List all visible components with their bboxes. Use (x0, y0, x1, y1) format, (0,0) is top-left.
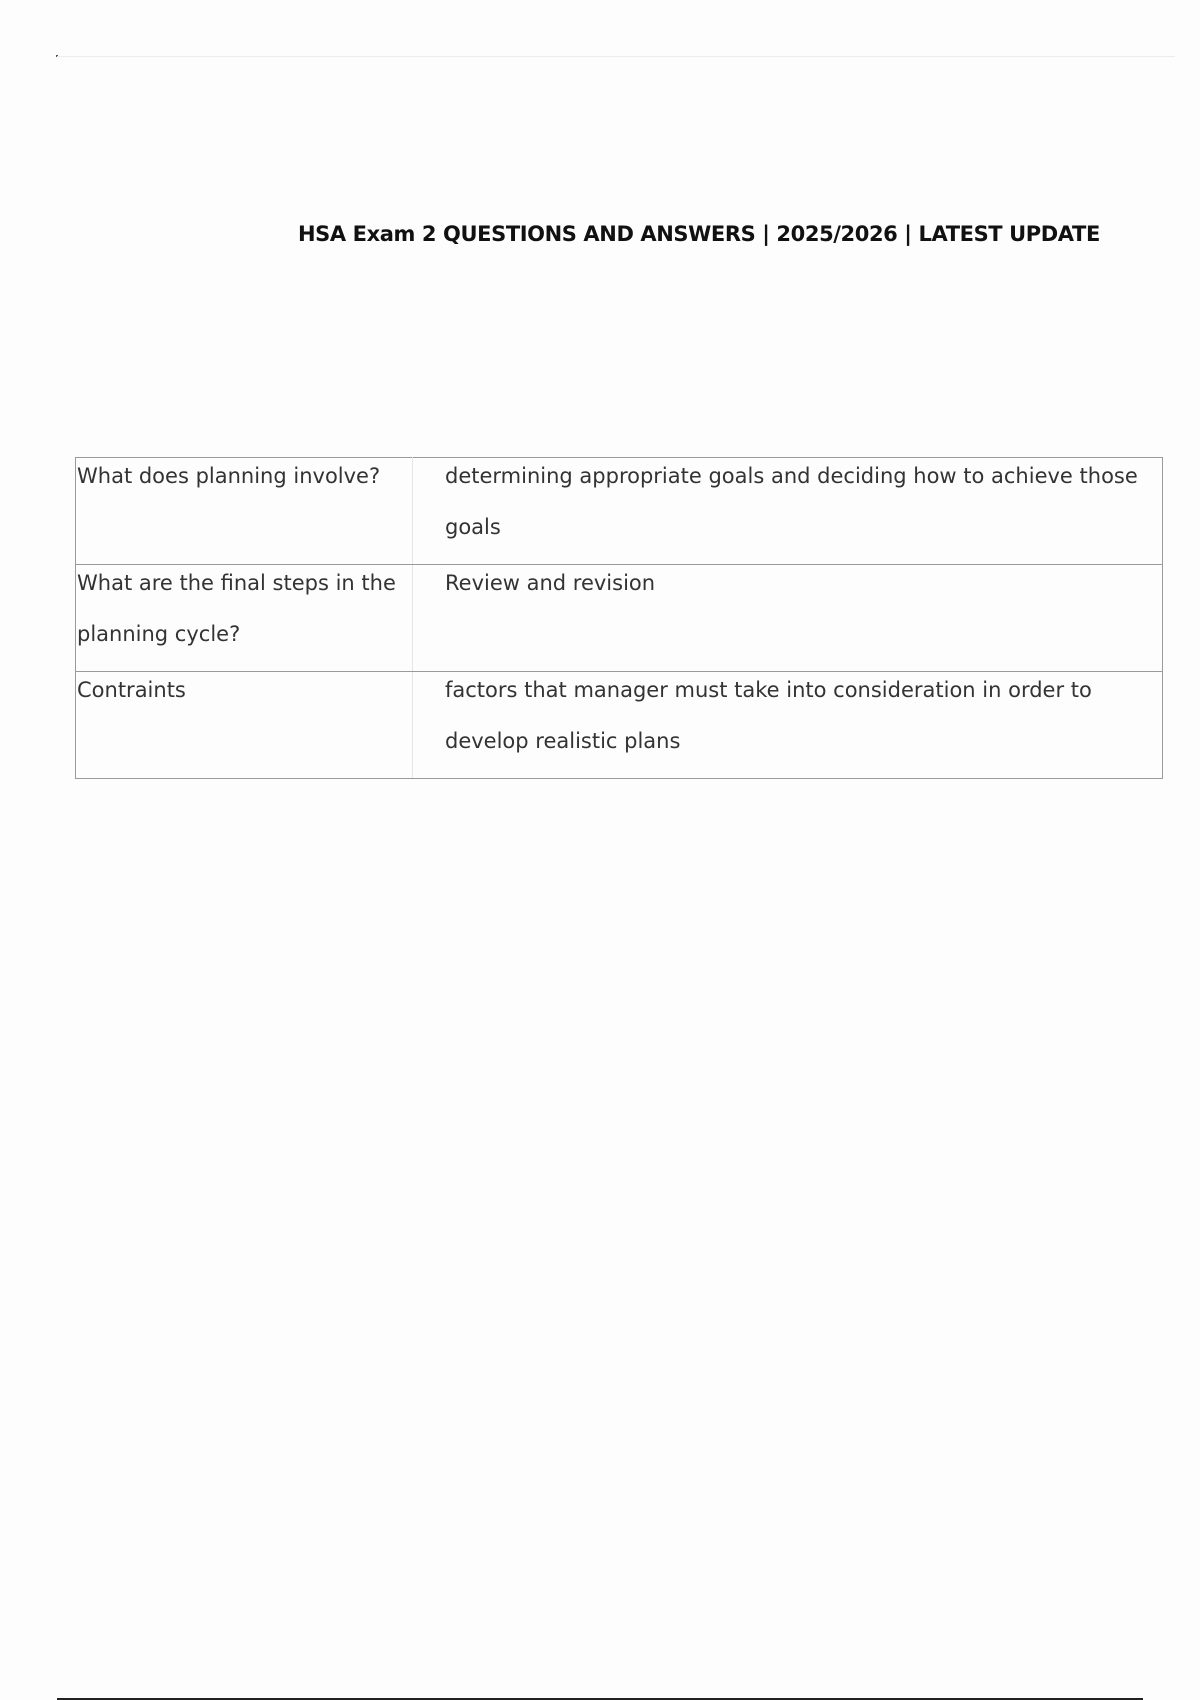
answer-text: Review and revision (445, 571, 656, 595)
question-cell (76, 672, 413, 779)
question-text: What does planning involve? (77, 464, 381, 488)
question-text: Contraints (77, 678, 186, 702)
qa-table (75, 457, 1163, 779)
table-row (76, 458, 1163, 565)
answer-cell (413, 565, 1163, 672)
question-text: What are the final steps in the planning cycle? (77, 571, 396, 646)
table-row (76, 672, 1163, 779)
header-rule (57, 56, 1175, 57)
question-cell (76, 458, 413, 565)
question-cell (76, 565, 413, 672)
document-title: HSA Exam 2 QUESTIONS AND ANSWERS | 2025/2026 | LATEST UPDATE (298, 222, 1100, 246)
answer-text: determining appropriate goals and deciding how to achieve those goals (445, 464, 1138, 539)
answer-cell (413, 672, 1163, 779)
table-row (76, 565, 1163, 672)
answer-cell (413, 458, 1163, 565)
answer-text: factors that manager must take into consideration in order to develop realistic plans (445, 678, 1092, 753)
